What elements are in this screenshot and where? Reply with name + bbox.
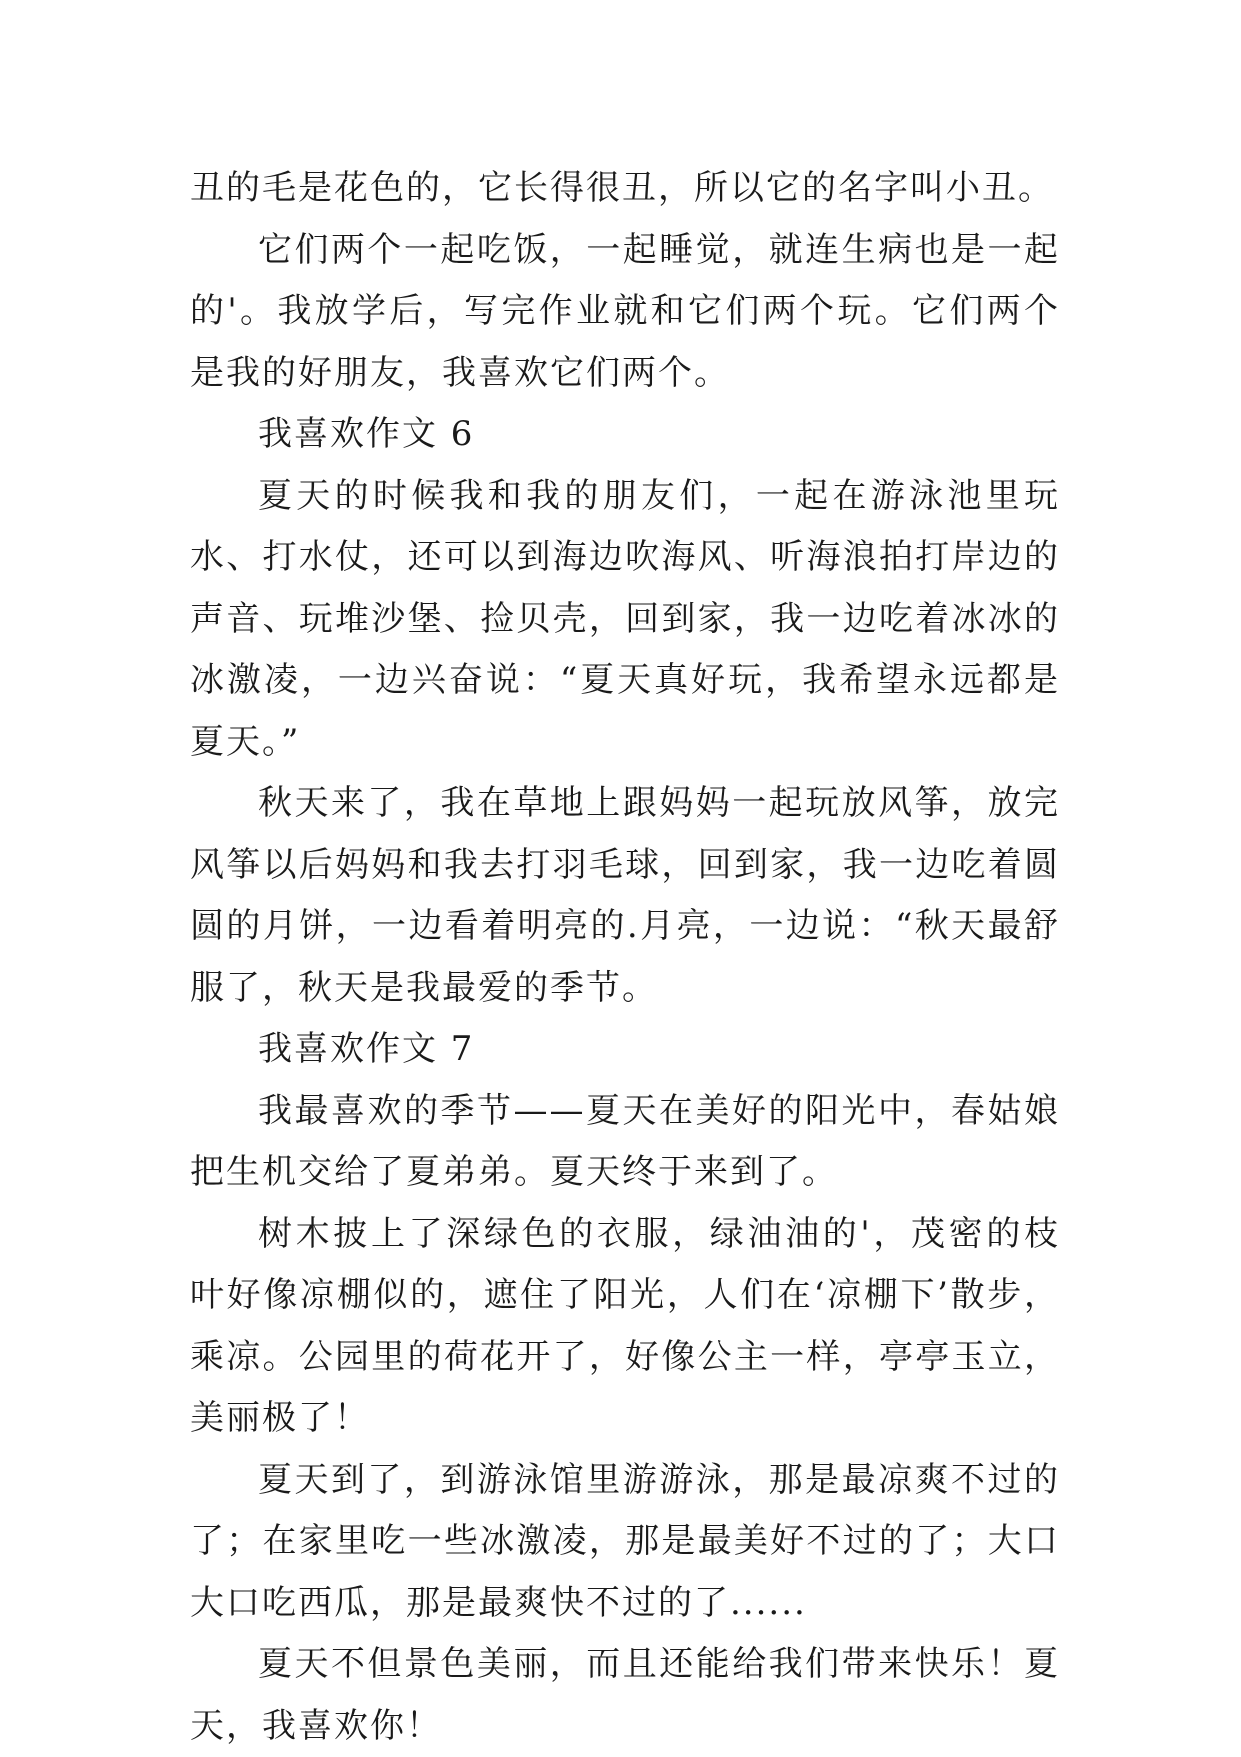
essay-heading-7: 我喜欢作文 7	[258, 1029, 475, 1069]
document-body	[190, 158, 1060, 1757]
paragraph: 我最喜欢的季节——夏天在美好的阳光中，春姑娘把生机交给了夏弟弟。夏天终于来到了。	[190, 1090, 1060, 1192]
paragraph-continuation: 丑的毛是花色的，它长得很丑，所以它的名字叫小丑。	[190, 168, 1054, 208]
paragraph: 夏天的时候我和我的朋友们，一起在游泳池里玩水、打水仗，还可以到海边吹海风、听海浪拍打岸边的声音、玩堆沙堡、捡贝壳，回到家，我一边吃着冰冰的冰激凌，一边兴奋说：“夏天真好玩，我希望永远都是夏天。”	[190, 475, 1060, 762]
paragraph: 秋天来了，我在草地上跟妈妈一起玩放风筝，放完风筝以后妈妈和我去打羽毛球，回到家，我一边吃着圆圆的月饼，一边看着明亮的.月亮，一边说：“秋天最舒服了，秋天是我最爱的季节。	[190, 783, 1060, 1008]
paragraph: 夏天不但景色美丽，而且还能给我们带来快乐！夏天，我喜欢你！	[190, 1644, 1060, 1746]
paragraph: 树木披上了深绿色的衣服，绿油油的'，茂密的枝叶好像凉棚似的，遮住了阳光，人们在‘凉棚下’散步，乘凉。公园里的荷花开了，好像公主一样，亭亭玉立，美丽极了！	[190, 1213, 1060, 1438]
paragraph: 它们两个一起吃饭，一起睡觉，就连生病也是一起的'。我放学后，写完作业就和它们两个玩。它们两个是我的好朋友，我喜欢它们两个。	[190, 229, 1060, 393]
paragraph: 夏天到了，到游泳馆里游游泳，那是最凉爽不过的了；在家里吃一些冰激凌，那是最美好不过的了；大口大口吃西瓜，那是最爽快不过的了......	[190, 1459, 1060, 1623]
essay-heading-6: 我喜欢作文 6	[258, 414, 475, 454]
